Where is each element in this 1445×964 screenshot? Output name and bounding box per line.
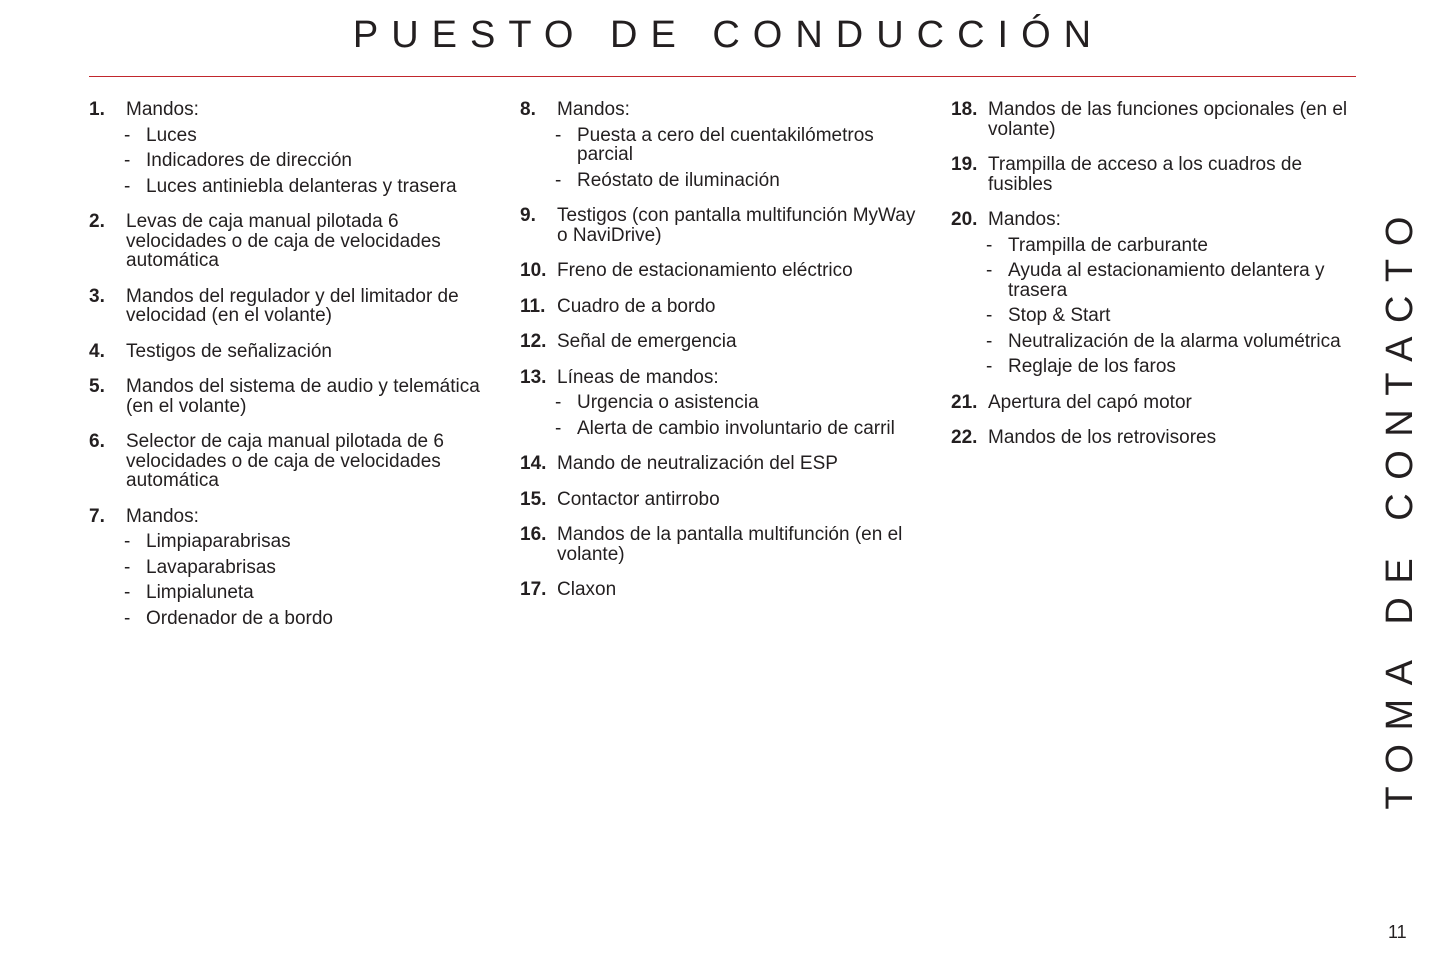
list-item-number: 10. bbox=[520, 260, 547, 281]
dash-bullet: - bbox=[986, 330, 993, 352]
list-item-label: Levas de caja manual pilotada 6 velocidades o de caja de velocidades automática bbox=[126, 211, 441, 271]
sub-list-item-label: Reglaje de los faros bbox=[1008, 356, 1176, 377]
list-item bbox=[520, 261, 930, 281]
list-item-heading bbox=[520, 525, 930, 564]
list-item-heading bbox=[520, 206, 930, 245]
dash-bullet: - bbox=[555, 169, 562, 191]
list-item bbox=[520, 580, 930, 600]
column-3 bbox=[951, 100, 1351, 464]
list-item-label: Freno de estacionamiento eléctrico bbox=[557, 260, 853, 281]
list-item bbox=[89, 432, 484, 491]
list-item-label: Mandos: bbox=[557, 99, 630, 120]
list-item-heading bbox=[951, 100, 1351, 139]
list-item-heading bbox=[520, 261, 930, 281]
sub-list-item-label: Limpialuneta bbox=[146, 582, 254, 603]
list-item-number: 7. bbox=[89, 505, 105, 527]
list-item-label: Cuadro de a bordo bbox=[557, 295, 716, 317]
dash-bullet: - bbox=[555, 392, 562, 413]
list-item-number: 14. bbox=[520, 453, 547, 474]
list-item-label: Líneas de mandos: bbox=[557, 366, 719, 388]
list-item-number: 13. bbox=[520, 366, 547, 388]
column-2 bbox=[520, 100, 930, 616]
sub-list bbox=[951, 236, 1351, 377]
list-item-label: Mandos del regulador y del limitador de velocidad (en el volante) bbox=[126, 285, 459, 326]
sub-list-item bbox=[520, 171, 930, 191]
sub-list-item-label: Luces bbox=[146, 124, 197, 146]
list-item-label: Trampilla de acceso a los cuadros de fusibles bbox=[988, 154, 1303, 195]
list-item-heading bbox=[89, 507, 484, 527]
page-title: PUESTO DE CONDUCCIÓN bbox=[352, 14, 1105, 56]
list-item-label: Mandos de la pantalla multifunción (en el volante) bbox=[557, 524, 903, 565]
list-item-heading bbox=[89, 342, 484, 362]
list-item-number: 22. bbox=[951, 427, 978, 448]
list-item bbox=[951, 100, 1351, 139]
list-item-number: 12. bbox=[520, 331, 547, 352]
list-item-number: 1. bbox=[89, 99, 105, 120]
sub-list-item bbox=[951, 357, 1351, 377]
sub-list-item-label: Puesta a cero del cuentakilómetros parcial bbox=[577, 124, 874, 165]
sub-list-item bbox=[520, 393, 930, 413]
list-item bbox=[520, 206, 930, 245]
list-item-label: Claxon bbox=[557, 579, 617, 600]
dash-bullet: - bbox=[986, 260, 993, 281]
sub-list-item bbox=[89, 177, 484, 197]
list-item bbox=[89, 100, 484, 196]
sub-list-item bbox=[89, 532, 484, 552]
list-item-number: 8. bbox=[520, 99, 536, 120]
list-item bbox=[89, 212, 484, 271]
list-item bbox=[951, 428, 1351, 448]
sub-list-item-label: Trampilla de carburante bbox=[1008, 234, 1208, 256]
list-item bbox=[520, 525, 930, 564]
list-item-heading bbox=[951, 155, 1351, 194]
list-item-number: 15. bbox=[520, 488, 547, 510]
list-item bbox=[951, 393, 1351, 413]
list-item-number: 19. bbox=[951, 154, 978, 175]
page-number: 11 bbox=[1388, 922, 1407, 942]
sub-list-item-label: Neutralización de la alarma volumétrica bbox=[1008, 330, 1341, 352]
sub-list-item-label: Urgencia o asistencia bbox=[577, 392, 759, 413]
list-item-label: Mando de neutralización del ESP bbox=[557, 453, 838, 474]
list-item-number: 2. bbox=[89, 211, 105, 232]
list-item-heading bbox=[520, 580, 930, 600]
list-item-label: Mandos de las funciones opcionales (en el volante) bbox=[988, 99, 1348, 140]
list-item bbox=[89, 377, 484, 416]
column-1 bbox=[89, 100, 484, 644]
dash-bullet: - bbox=[986, 234, 993, 256]
dash-bullet: - bbox=[555, 124, 562, 146]
list-item bbox=[951, 210, 1351, 377]
dash-bullet: - bbox=[124, 531, 131, 552]
sub-list-item-label: Reóstato de iluminación bbox=[577, 169, 780, 191]
dash-bullet: - bbox=[555, 417, 562, 439]
sub-list-item bbox=[951, 261, 1351, 300]
list-item-heading bbox=[951, 210, 1351, 230]
list-item-label: Testigos (con pantalla multifunción MyWay o NaviDrive) bbox=[557, 205, 916, 246]
list-item-heading bbox=[951, 393, 1351, 413]
dash-bullet: - bbox=[124, 556, 131, 578]
list-item-number: 5. bbox=[89, 376, 105, 397]
list-item bbox=[520, 332, 930, 352]
list-item-heading bbox=[89, 377, 484, 416]
dash-bullet: - bbox=[986, 305, 993, 326]
list-item-label: Selector de caja manual pilotada de 6 velocidades o de caja de velocidades automática bbox=[126, 431, 444, 491]
sub-list bbox=[520, 393, 930, 438]
sub-list-item-label: Limpiaparabrisas bbox=[146, 531, 291, 552]
dash-bullet: - bbox=[124, 175, 131, 197]
list-item bbox=[520, 100, 930, 190]
list-item-heading bbox=[520, 332, 930, 352]
list-item-label: Mandos: bbox=[988, 209, 1061, 230]
list-item-number: 18. bbox=[951, 99, 978, 120]
list-item-heading bbox=[520, 454, 930, 474]
title-divider bbox=[89, 76, 1356, 77]
sub-list-item bbox=[951, 306, 1351, 326]
list-item-heading bbox=[520, 368, 930, 388]
list-item-number: 21. bbox=[951, 391, 978, 413]
sub-list-item bbox=[520, 126, 930, 165]
dash-bullet: - bbox=[124, 150, 131, 171]
sub-list-item-label: Lavaparabrisas bbox=[146, 556, 276, 578]
list-item bbox=[951, 155, 1351, 194]
list-item-heading bbox=[520, 297, 930, 317]
list-item-number: 11. bbox=[520, 295, 546, 317]
dash-bullet: - bbox=[124, 124, 131, 146]
list-item bbox=[520, 454, 930, 474]
list-item bbox=[520, 490, 930, 510]
sub-list-item-label: Ayuda al estacionamiento delantera y trasera bbox=[1008, 260, 1325, 301]
section-side-tab bbox=[1372, 202, 1428, 810]
list-item-label: Mandos del sistema de audio y telemática (en el volante) bbox=[126, 376, 480, 417]
sub-list-item bbox=[520, 419, 930, 439]
list-item-heading bbox=[520, 490, 930, 510]
sub-list bbox=[520, 126, 930, 191]
sub-list bbox=[89, 126, 484, 197]
sub-list-item bbox=[89, 151, 484, 171]
sub-list-item bbox=[89, 609, 484, 629]
dash-bullet: - bbox=[986, 356, 993, 377]
sub-list-item-label: Luces antiniebla delanteras y trasera bbox=[146, 175, 457, 197]
list-item-label: Mandos: bbox=[126, 505, 199, 527]
list-item bbox=[520, 297, 930, 317]
sub-list bbox=[89, 532, 484, 628]
sub-list-item-label: Indicadores de dirección bbox=[146, 150, 352, 171]
list-item-label: Contactor antirrobo bbox=[557, 488, 720, 510]
list-item-number: 16. bbox=[520, 524, 547, 545]
dash-bullet: - bbox=[124, 582, 131, 603]
list-item-heading bbox=[89, 432, 484, 491]
sub-list-item-label: Ordenador de a bordo bbox=[146, 607, 333, 629]
list-item bbox=[520, 368, 930, 439]
list-item-number: 17. bbox=[520, 579, 547, 600]
list-item bbox=[89, 287, 484, 326]
dash-bullet: - bbox=[124, 607, 131, 629]
list-item-number: 20. bbox=[951, 209, 978, 230]
list-item-heading bbox=[89, 212, 484, 271]
sub-list-item bbox=[89, 583, 484, 603]
list-item-label: Mandos de los retrovisores bbox=[988, 427, 1217, 448]
sub-list-item-label: Stop & Start bbox=[1008, 305, 1111, 326]
list-item-number: 6. bbox=[89, 431, 105, 452]
list-item-heading bbox=[951, 428, 1351, 448]
sub-list-item bbox=[951, 236, 1351, 256]
list-item-label: Apertura del capó motor bbox=[988, 391, 1192, 413]
list-item-label: Testigos de señalización bbox=[126, 340, 332, 362]
list-item-number: 9. bbox=[520, 205, 536, 226]
list-item-heading bbox=[520, 100, 930, 120]
list-item-label: Mandos: bbox=[126, 99, 199, 120]
list-item-heading bbox=[89, 287, 484, 326]
list-item-heading bbox=[89, 100, 484, 120]
sub-list-item bbox=[89, 126, 484, 146]
list-item-label: Señal de emergencia bbox=[557, 331, 737, 352]
list-item bbox=[89, 507, 484, 629]
sub-list-item bbox=[951, 332, 1351, 352]
section-side-tab-label: TOMA DE CONTACTO bbox=[1378, 202, 1421, 810]
sub-list-item-label: Alerta de cambio involuntario de carril bbox=[577, 417, 895, 439]
list-item bbox=[89, 342, 484, 362]
list-item-number: 3. bbox=[89, 285, 105, 307]
list-item-number: 4. bbox=[89, 340, 105, 362]
sub-list-item bbox=[89, 558, 484, 578]
